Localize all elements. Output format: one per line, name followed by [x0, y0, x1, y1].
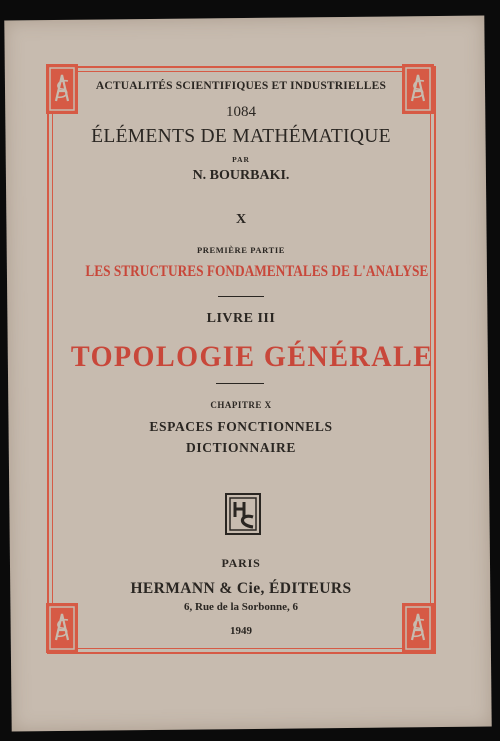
main-title: TOPOLOGIE GÉNÉRALE	[70, 340, 434, 373]
chapter-title: ESPACES FONCTIONNELS	[149, 419, 333, 434]
chapter-label: CHAPITRE X	[210, 400, 272, 410]
part-title: LES STRUCTURES FONDAMENTALES DE L'ANALYSE	[85, 263, 429, 280]
publisher-address: 6, Rue de la Sorbonne, 6	[184, 601, 298, 613]
author-name: N. BOURBAKI.	[192, 168, 290, 183]
hermann-hc-logo-icon	[225, 493, 261, 535]
publication-year: 1949	[230, 625, 252, 637]
series-number: 1084	[226, 104, 256, 120]
series-name: ACTUALITÉS SCIENTIFIQUES ET INDUSTRIELLES	[95, 80, 387, 92]
publisher-name: HERMANN & Cie, ÉDITEURS	[130, 580, 352, 597]
by-label: PAR	[232, 155, 250, 164]
chapter-subtitle: DICTIONNAIRE	[186, 440, 296, 455]
volume-number: X	[235, 212, 247, 227]
book-label: LIVRE III	[206, 311, 276, 326]
divider	[216, 383, 264, 384]
divider	[218, 296, 264, 297]
work-title: ÉLÉMENTS DE MATHÉMATIQUE	[91, 126, 391, 147]
part-label: PREMIÈRE PARTIE	[196, 245, 286, 255]
publication-place: PARIS	[221, 556, 261, 570]
